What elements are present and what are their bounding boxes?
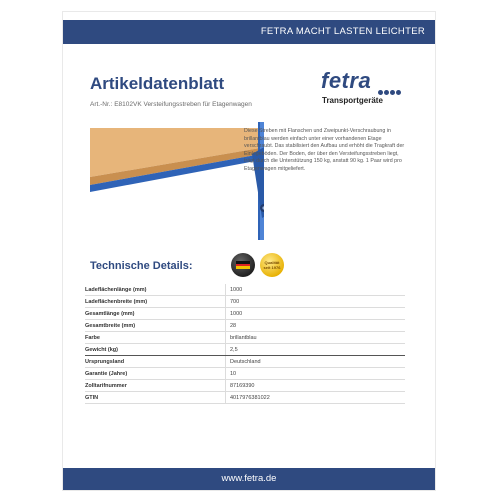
spec-label: Gesamtlänge (mm) — [85, 311, 135, 317]
logo-wordmark: fetra — [321, 68, 372, 93]
header-bar — [63, 20, 435, 44]
spec-value: 28 — [230, 323, 237, 329]
spec-label: GTIN — [85, 395, 99, 401]
spec-label: Garantie (Jahre) — [85, 371, 128, 377]
logo-dots-icon — [378, 82, 404, 88]
spec-label: Farbe — [85, 335, 100, 341]
spec-row — [85, 332, 405, 344]
product-photo-illustration — [90, 122, 264, 240]
spec-row — [85, 344, 405, 356]
quality-badge-text: Qualität seit 1976 — [263, 260, 281, 270]
spec-label: Zolltarifnummer — [85, 383, 127, 389]
spec-value: brillantblau — [230, 335, 257, 341]
header-tagline: FETRA MACHT LASTEN LEICHTER — [260, 26, 425, 37]
product-photo — [90, 122, 264, 240]
spec-row — [85, 308, 405, 320]
spec-table — [85, 284, 405, 404]
spec-row — [85, 380, 405, 392]
logo-tagline: Transportgeräte — [322, 96, 383, 105]
spec-row — [85, 356, 405, 368]
product-description: Diese Streben mit Flanschen und Zweipunkt-Verschraubung in brillantblau werden einfach unter einer vorhandenen Etage verschraubt. Das stabilisiert den Aufbau und erhöht die Tragkraft der Einlegeböden. Der Boden, der über den Versteifungsstreben liegt, trägt durch die Unterstützung 150 kg, anstatt 90 kg. 1 Paar wird pro Etagenwagen mitgeliefert. — [244, 128, 405, 172]
fetra-logo — [321, 68, 411, 112]
spec-row — [85, 320, 405, 332]
spec-label: Ursprungsland — [85, 359, 125, 365]
spec-row — [85, 368, 405, 380]
spec-value: 87169390 — [230, 383, 255, 389]
spec-value: 1000 — [230, 287, 243, 293]
spec-row — [85, 296, 405, 308]
spec-value: Deutschland — [230, 359, 261, 365]
website-link[interactable]: www.fetra.de — [221, 473, 277, 484]
article-number: Art.-Nr.: E8102VK Versteifungsstreben für Etagenwagen — [90, 101, 252, 108]
german-flag-icon — [236, 261, 250, 269]
spec-value: 700 — [230, 299, 240, 305]
made-in-germany-badge-icon — [231, 253, 255, 277]
datasheet-page — [63, 12, 435, 490]
spec-value: 2,5 — [230, 347, 238, 353]
quality-badge-icon — [260, 253, 284, 277]
spec-value: 1000 — [230, 311, 243, 317]
spec-label: Gesamtbreite (mm) — [85, 323, 136, 329]
spec-label: Gewicht (kg) — [85, 347, 119, 353]
footer-bar — [63, 468, 435, 490]
section-title: Technische Details: — [90, 260, 193, 272]
page-title: Artikeldatenblatt — [90, 74, 225, 93]
spec-row — [85, 284, 405, 296]
spec-row — [85, 392, 405, 404]
spec-label: Ladeflächenlänge (mm) — [85, 287, 147, 293]
spec-value: 10 — [230, 371, 237, 377]
spec-label: Ladeflächenbreite (mm) — [85, 299, 148, 305]
spec-value: 4017976381022 — [230, 395, 270, 401]
